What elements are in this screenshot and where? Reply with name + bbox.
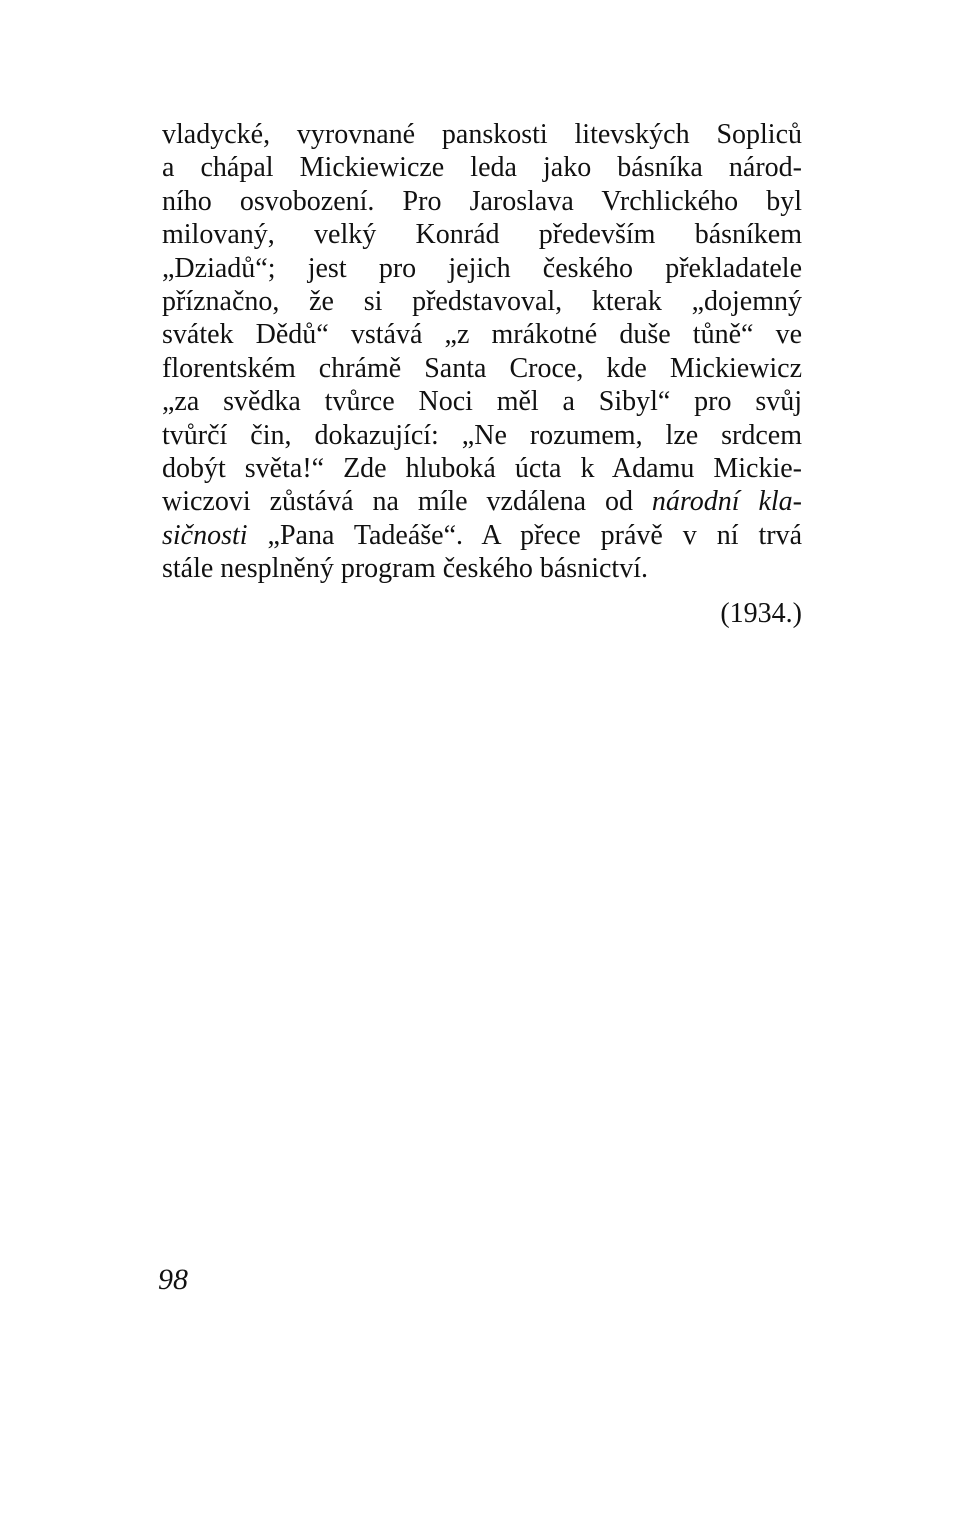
text-line: florentském chrámě Santa Croce, kde Mickiewicz xyxy=(162,352,802,384)
essay-date: (1934.) xyxy=(720,598,802,629)
text-line: milovaný, velký Konrád především básníkem xyxy=(162,219,802,251)
italic-phrase: sičnosti xyxy=(162,519,248,551)
text-line: svátek Dědů“ vstává „z mrákotné duše tůně“ ve xyxy=(162,319,802,351)
text-line: stále nesplněný program českého básnictví. xyxy=(162,553,648,585)
body-paragraph xyxy=(162,118,802,585)
text-line: příznačno, že si představoval, kterak „dojemný xyxy=(162,285,802,317)
text-line: tvůrčí čin, dokazující: „Ne rozumem, lze srdcem xyxy=(162,419,802,451)
italic-phrase: národní kla- xyxy=(651,486,802,518)
page-number: 98 xyxy=(158,1263,188,1296)
text-line: ního osvobození. Pro Jaroslava Vrchlického byl xyxy=(162,185,802,217)
text-line: dobýt světa!“ Zde hluboká úcta k Adamu Mickie- xyxy=(162,452,802,484)
text-line: a chápal Mickiewicze leda jako básníka národ- xyxy=(162,152,802,184)
text-line: „za svědka tvůrce Noci měl a Sibyl“ pro svůj xyxy=(162,386,802,418)
text-line: sičnosti „Pana Tadeáše“. A přece právě v ní trvá xyxy=(162,519,802,551)
text-line: vladycké, vyrovnané panskosti litevských Sopliců xyxy=(162,119,802,150)
text-line: „Dziadů“; jest pro jejich českého překladatele xyxy=(162,252,802,284)
text-line: wiczovi zůstává na míle vzdálena od národní kla- xyxy=(162,486,802,518)
